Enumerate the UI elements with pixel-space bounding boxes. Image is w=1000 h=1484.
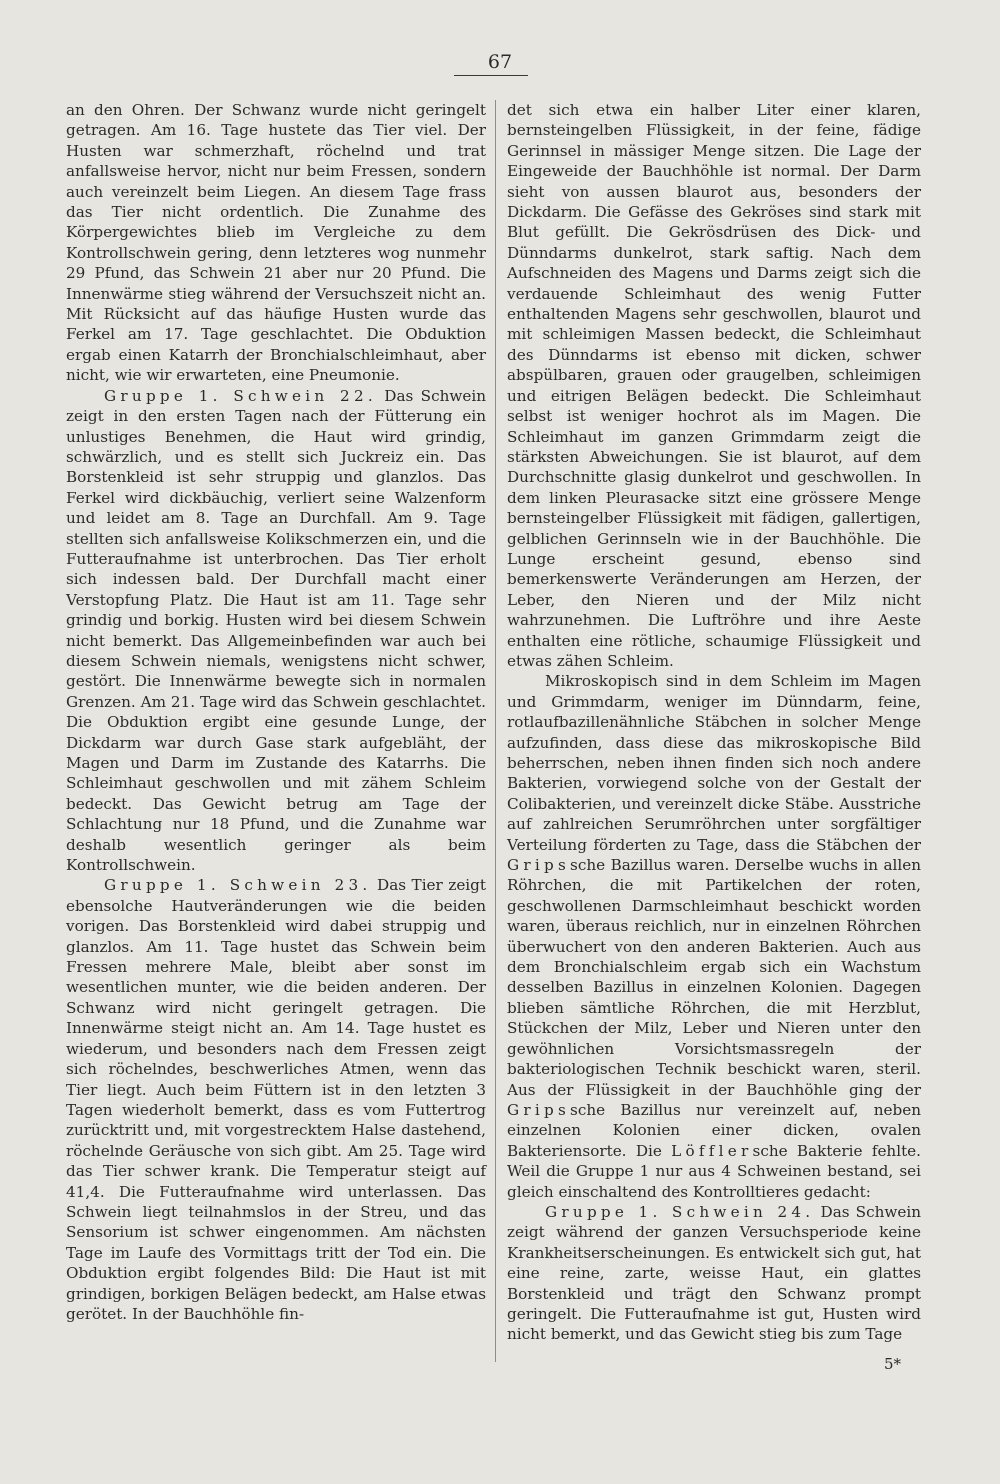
section-heading-schwein-22: Gruppe 1. Schwein 22.: [104, 386, 377, 405]
paragraph-schwein-24-body: Das Schwein zeigt während der ganzen Versuchsperiode keine Krankheitserscheinungen. Es entwickelt sich gut, hat eine reine, zarte, weisse Haut, ein glattes Borstenkleid und trägt den Schwanz prompt geringelt. Die Futteraufnahme ist gut, Husten wird nicht bemerkt, und das Gewicht stieg bis zum Tage: [507, 1202, 921, 1344]
page-number: 67: [487, 51, 513, 73]
text-run: Mikroskopisch sind in dem Schleim im Magen und Grimmdarm, weniger im Dünndarm, feine, rotlaufbazillenähnliche Stäbchen in solcher Menge aufzufinden, dass diese das mikroskopische Bild beherrschen, neben ihnen finden sich noch andere Bakterien, vorwiegend solche von der Gestalt der Colibakterien, und vereinzelt dicke Stäbe. Ausstriche auf zahlreichen Serumröhrchen unter sorgfältiger Verteilung förderten zu Tage, dass die Stäbchen der: [507, 672, 921, 854]
right-column: [507, 100, 921, 1345]
paragraph-left-1: an den Ohren. Der Schwanz wurde nicht geringelt getragen. Am 16. Tage hustete das Tier viel. Der Husten war schmerzhaft, röchelnd und trat anfallsweise hervor, nicht nur beim Fressen, sondern auch vereinzelt beim Liegen. An diesem Tage frass das Tier nicht ordentlich. Die Zunahme des Körpergewichtes blieb im Vergleiche zu dem Kontrollschwein gering, denn letzteres wog nunmehr 29 Pfund, das Schwein 21 aber nur 20 Pfund. Die Innenwärme stieg während der Versuchszeit nicht an. Mit Rücksicht auf das häufige Husten wurde das Ferkel am 17. Tage geschlachtet. Die Obduktion ergab einen Katarrh der Bronchialschleimhaut, aber nicht, wie wir erwarteten, eine Pneumonie.: [66, 101, 486, 385]
signature-mark: 5*: [884, 1355, 902, 1373]
page-number-rule: [454, 75, 528, 76]
paragraph-schwein-23-body: Das Tier zeigt ebensolche Hautveränderungen wie die beiden vorigen. Das Borstenkleid wird dabei struppig und glanzlos. Am 11. Tage hustet das Schwein beim Fressen mehrere Male, bleibt aber sonst im wesentlichen munter, wie die beiden anderen. Der Schwanz wird nicht geringelt getragen. Die Innenwärme steigt nicht an. Am 14. Tage hustet es wiederum, und besonders nach dem Fressen zeigt sich röchelndes, beschwerliches Atmen, wenn das Tier liegt. Auch beim Füttern ist in den letzten 3 Tagen wiederholt bemerkt, dass es vom Futtertrog zurücktritt und, mit vorgestrecktem Halse dastehend, röchelnde Geräusche von sich gibt. Am 25. Tage wird das Tier schwer krank. Die Temperatur steigt auf 41,4. Die Futteraufnahme wird unterlassen. Das Schwein liegt teilnahmslos in der Streu, und das Sensorium ist schwer eingenommen. Am nächsten Tage im Laufe des Vormittags tritt der Tod ein. Die Obduktion ergibt folgendes Bild: Die Haut ist mit grindigen, borkigen Belägen bedeckt, am Halse etwas gerötet. In der Bauchhöhle fin-: [66, 876, 486, 1323]
spaced-name-grips: Grips: [507, 1100, 571, 1119]
spaced-name-loeffler: Löffler: [671, 1141, 753, 1160]
left-column: [66, 100, 486, 1324]
section-heading-schwein-24: Gruppe 1. Schwein 24.: [545, 1202, 815, 1221]
paragraph-schwein-24: [507, 1202, 921, 1345]
spaced-name-grips: Grips: [507, 856, 571, 875]
section-heading-schwein-23: Gruppe 1. Schwein 23.: [104, 876, 372, 895]
paragraph-right-1: det sich etwa ein halber Liter einer klaren, bernsteingelben Flüssigkeit, in der feine, fädige Gerinnsel in mässiger Menge sitzen. Die Lage der Eingeweide der Bauchhöhle ist normal. Der Darm sieht von aussen blaurot aus, besonders der Dickdarm. Die Gefässe des Gekröses sind stark mit Blut gefüllt. Die Gekrösdrüsen des Dick- und Dünndarms dunkelrot, stark saftig. Nach dem Aufschneiden des Magens und Darms zeigt sich die verdauende Schleimhaut des wenig Futter enthaltenden Magens sehr geschwollen, blaurot und mit schleimigen Massen bedeckt, die Schleimhaut des Dünndarms ist ebenso mit dicken, schwer abspülbaren, grauen oder graugelben, schleimigen und eitrigen Belägen bedeckt. Die Schleimhaut selbst ist weniger hochrot als im Magen. Die Schleimhaut im ganzen Grimmdarm zeigt die stärksten Abweichungen. Sie ist blaurot, auf dem Durchschnitte glasig dunkelrot und geschwollen. In dem linken Pleurasacke sitzt eine grössere Menge bernsteingelber Flüssigkeit mit fädigen, gallertigen, gelblichen Gerinnseln wie in der Bauchhöhle. Die Lunge erscheint gesund, ebenso sind bemerkenswerte Veränderungen am Herzen, der Leber, den Nieren und der Milz nicht wahrzunehmen. Die Luftröhre und ihre Aeste enthalten eine rötliche, schaumige Flüssigkeit und etwas zähen Schleim.: [507, 101, 921, 670]
paragraph-schwein-22-body: Das Schwein zeigt in den ersten Tagen nach der Fütterung ein unlustiges Benehmen, die Haut wird grindig, schwärzlich, und es stellt sich Juckreiz ein. Das Borstenkleid ist sehr struppig und glanzlos. Das Ferkel wird dickbäuchig, verliert seine Walzenform und leidet am 8. Tage an Durchfall. Am 9. Tage stellten sich anfallsweise Kolikschmerzen ein, und die Futteraufnahme ist unterbrochen. Das Tier erholt sich indessen bald. Der Durchfall macht einer Verstopfung Platz. Die Haut ist am 11. Tage sehr grindig und borkig. Husten wird bei diesem Schwein nicht bemerkt. Das Allgemeinbefinden war auch bei diesem Schwein niemals, wenigstens nicht schwer, gestört. Die Innenwärme bewegte sich in normalen Grenzen. Am 21. Tage wird das Schwein geschlachtet. Die Obduktion ergibt eine gesunde Lunge, der Dickdarm war durch Gase stark aufgebläht, der Magen und Darm im Zustande des Katarrhs. Die Schleimhaut geschwollen und mit zähem Schleim bedeckt. Das Gewicht betrug am Tage der Schlachtung nur 18 Pfund, und die Zunahme war deshalb wesentlich geringer als beim Kontrollschwein.: [66, 386, 486, 875]
paragraph-schwein-22: [66, 386, 486, 876]
text-run: sche Bazillus nur vereinzelt auf, neben einzelnen Kolonien einer dicken, ovalen Bakteriensorte. Die: [507, 1100, 921, 1160]
column-gutter-rule: [495, 100, 496, 1362]
paragraph-schwein-23: [66, 875, 486, 1324]
paragraph-mikroskopisch: [507, 671, 921, 1202]
text-run: sche Bakterie fehlte. Weil die Gruppe 1 nur aus 4 Schweinen bestand, sei gleich einschaltend des Kontrolltieres gedacht:: [507, 1141, 921, 1201]
text-run: sche Bazillus waren. Derselbe wuchs in allen Röhrchen, die mit Partikelchen der roten, geschwollenen Darmschleimhaut beschickt worden waren, überaus reichlich, nur in einzelnen Röhrchen überwuchert von den anderen Bakterien. Auch aus dem Bronchialschleim ergab sich ein Wachstum desselben Bazillus in einzelnen Kolonien. Dagegen blieben sämtliche Röhrchen, die mit Herzblut, Stückchen der Milz, Leber und Nieren unter den gewöhnlichen Vorsichtsmassregeln der bakteriologischen Technik beschickt waren, steril. Aus der Flüssigkeit in der Bauchhöhle ging der: [507, 856, 921, 1099]
